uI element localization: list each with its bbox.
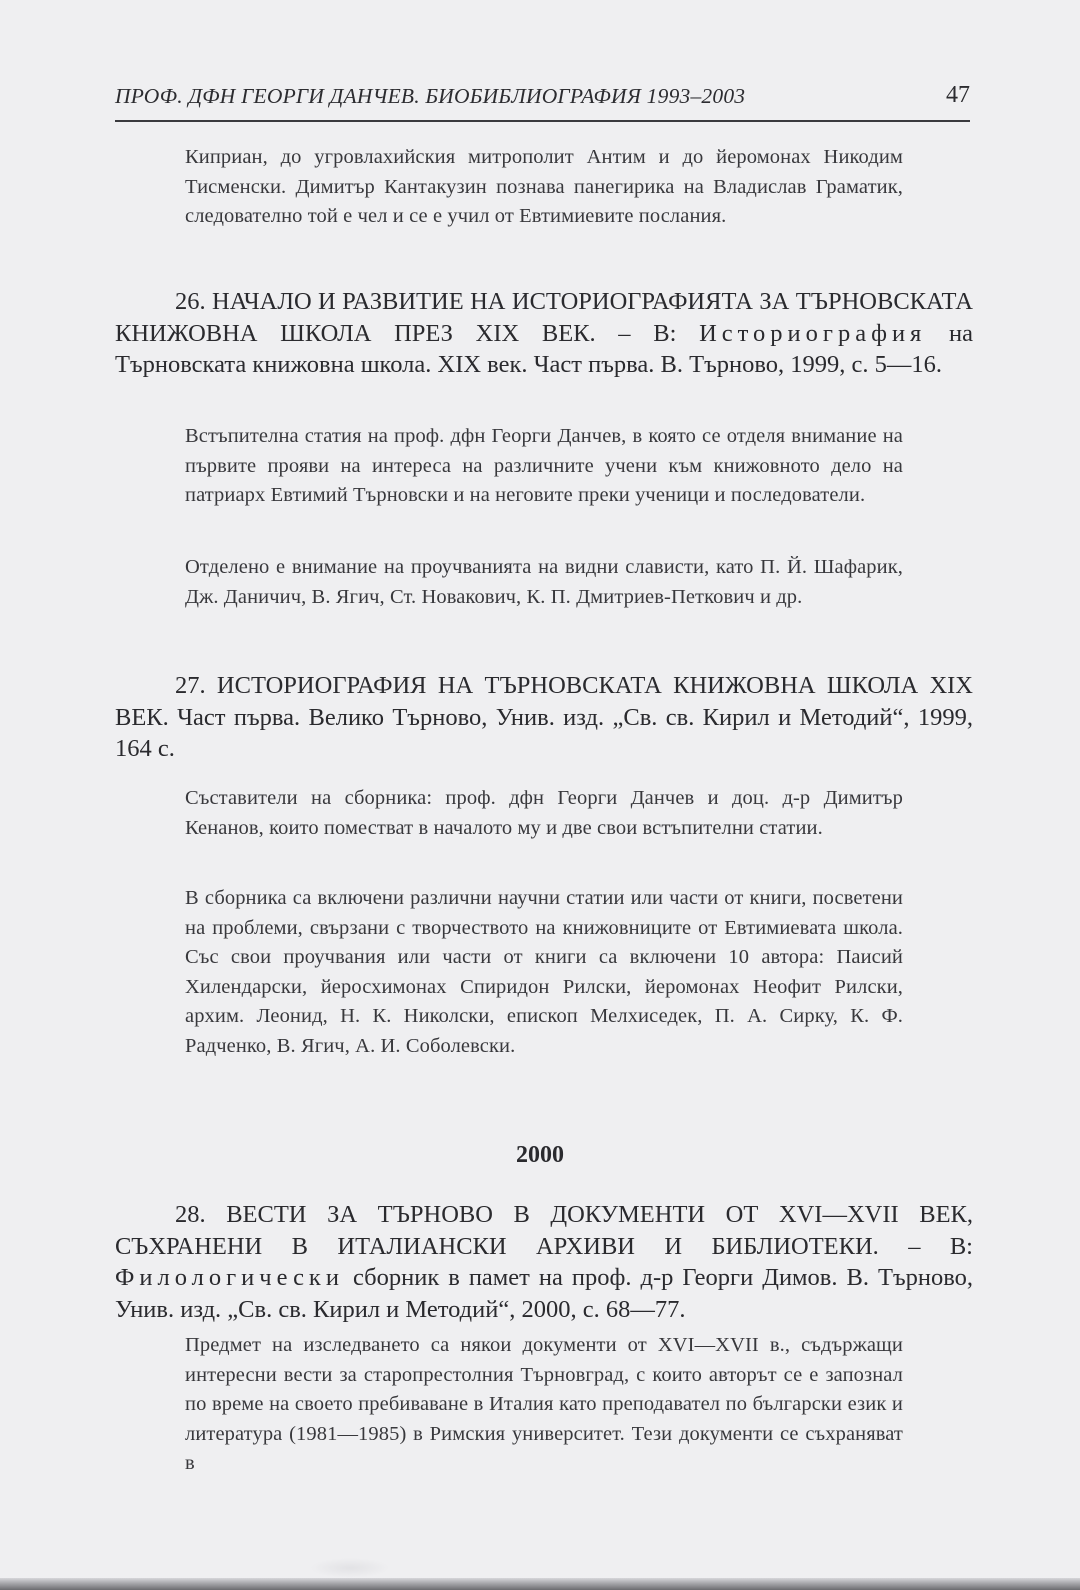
header-title: ПРОФ. ДФН ГЕОРГИ ДАНЧЕВ. БИОБИБЛИОГРАФИЯ 1993–2003 — [115, 84, 746, 108]
entry-27-note-1: Съставители на сборника: проф. дфн Георги Данчев и доц. д-р Димитър Кенанов, които поместват в началото му и две свои встъпителни статии. — [185, 787, 903, 839]
entry-28-head: 28. ВЕСТИ ЗА ТЪРНОВО В ДОКУМЕНТИ ОТ XVI—XVII ВЕК, СЪХРАНЕНИ В ИТАЛИАНСКИ АРХИВИ И БИБЛИОТЕКИ. – В: — [115, 1201, 973, 1260]
entry-26-spaced-title: Историография — [699, 319, 927, 347]
scan-smudge — [310, 1558, 390, 1578]
entry-26-tail: на Търновската книжовна школа. XIX век. Част първа. В. Търново, 1999, с. 5—16. — [115, 319, 974, 378]
entry-28-spaced-title: Филологически — [115, 1264, 344, 1291]
entry-26-note-1: Встъпителна статия на проф. дфн Георги Данчев, в която се отделя внимание на първите прояви на интереса на различните учени към книжовното дело на патриарх Евтимий Търновски и на неговите преки ученици и последователи. — [185, 425, 903, 506]
running-header — [115, 80, 970, 122]
entry-27-head: 27. ИСТОРИОГРАФИЯ НА ТЪРНОВСКАТА КНИЖОВНА ШКОЛА XIX ВЕК. Част първа. Велико Търново, Унив. изд. „Св. св. Кирил и Методий“, 1999, 164 с. — [115, 672, 973, 762]
entry-27-citation — [115, 670, 973, 765]
entry-26-head: 26. НАЧАЛО И РАЗВИТИЕ НА ИСТОРИОГРАФИЯТА ЗА ТЪРНОВСКАТА КНИЖОВНА ШКОЛА ПРЕЗ XIX ВЕК. – В: — [115, 288, 973, 347]
scan-edge-shadow — [0, 1578, 1080, 1590]
entry-28-text — [115, 1199, 973, 1325]
entry-28-citation — [115, 1199, 973, 1325]
page-number: 47 — [946, 82, 970, 108]
entry-28-note-1: Предмет на изследването са някои документи от XVI—XVII в., съдържащи интересни вести за старопрестолния Търновград, с които авторът се е запознал по време на своето пребиваване в Италия като преподавател по български език и литература (1981—1985) в Римския университет. Тези документи се съхраняват в — [185, 1334, 903, 1474]
entry-26-citation — [115, 286, 973, 381]
entry-26-note-2: Отделено е внимание на проучванията на видни слависти, като П. Й. Шафарик, Дж. Даничич, В. Ягич, Ст. Новакович, К. П. Дмитриев-Петкович и др. — [185, 556, 903, 608]
entry-27-note-2: В сборника са включени различни научни статии или части от книги, посветени на проблеми, свързани с творчеството на книжовниците от Евтимиевата школа. Със свои проучвания или части от книги са включени 10 автора: Паисий Хилендарски, йеросхимонах Спиридон Рилски, йеромонах Неофит Рилски, архим. Леонид, Н. К. Николски, епископ Мелхиседек, П. А. Сирку, К. Ф. Радченко, В. Ягич, А. И. Соболевски. — [185, 887, 903, 1057]
intro-note: Киприан, до угровлахийския митрополит Антим и до йеромонах Никодим Тисменски. Димитър Кантакузин познава панегирика на Владислав Граматик, следователно той е чел и се е учил от Евтимиевите послания. — [185, 146, 903, 227]
year-heading: 2000 — [516, 1142, 564, 1168]
entry-26-text — [115, 286, 973, 381]
entry-28-tail: сборник в памет на проф. д-р Георги Димов. В. Търново, Унив. изд. „Св. св. Кирил и Методий“, 2000, с. 68—77. — [115, 1264, 974, 1323]
